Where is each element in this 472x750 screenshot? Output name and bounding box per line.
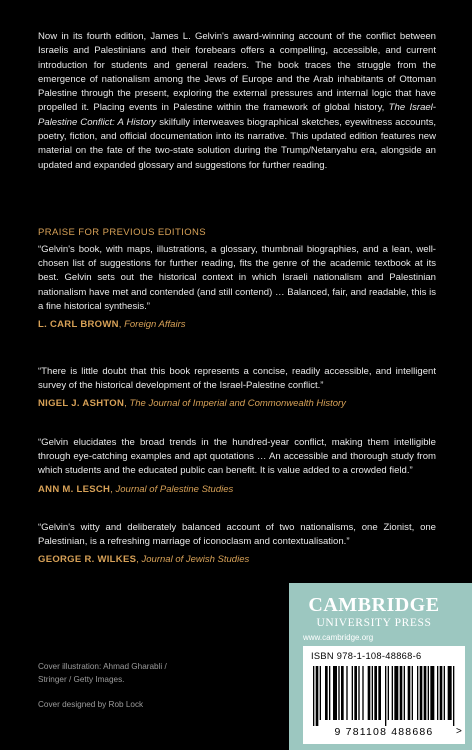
quote-attribution: NIGEL J. ASHTON, The Journal of Imperial and Commonwealth History (38, 398, 346, 410)
barcode-bar (352, 666, 353, 720)
review-source: Foreign Affairs (124, 319, 186, 331)
barcode-bar (428, 666, 429, 720)
barcode-bar (341, 666, 344, 720)
cover-designer-credit: Cover designed by Rob Lock (38, 700, 144, 709)
reviewer-name: L. CARL BROWN (38, 319, 119, 331)
review-quote (38, 436, 436, 496)
barcode-bar (392, 666, 393, 720)
barcode-bar (424, 666, 427, 720)
barcode-bars (313, 666, 457, 726)
barcode-bar (358, 666, 359, 720)
review-quote (38, 243, 436, 331)
book-description (38, 30, 436, 173)
barcode-bar (388, 666, 389, 720)
isbn-label: ISBN 978-1-108-48868-6 (311, 651, 422, 661)
barcode-bar (372, 666, 373, 720)
barcode-bar (448, 666, 452, 720)
barcode-bar (440, 666, 443, 720)
barcode-bar (354, 666, 357, 720)
quote-text: “Gelvin's book, with maps, illustrations, a glossary, thumbnail biographies, and a lean, well-chosen list of suggestions for further reading, fits the genre of the academic textbook at its best. Gelvin sets out the historical context in which Israeli nationalism and Palestinian nationalism have met and contended (and still contend) … Balanced, fair, and readable, this is a fine historical synthesis.” (38, 244, 436, 312)
barcode-bar (437, 666, 438, 720)
barcode-bar (430, 666, 434, 720)
description-text-continued: skilfully interweaves biographical sketches, eyewitness accounts, poetry, fiction, and official documentation into its narrative. This updated edition features new material on the fate of the two-state solution during the Trump/Netanyahu era, alongside an updated and expanded glossary and suggestions for further reading. (38, 116, 436, 171)
publisher-url: www.cambridge.org (303, 633, 374, 642)
barcode-bar (453, 666, 454, 726)
publisher-panel (289, 583, 472, 750)
barcode-digits: 9 781108 488686 (334, 726, 434, 738)
barcode-bar (444, 666, 445, 720)
quote-attribution: ANN M. LESCH, Journal of Palestine Studies (38, 483, 234, 495)
barcode-bar (316, 666, 319, 726)
barcode-bar (313, 666, 314, 726)
barcode-arrow: > (456, 726, 462, 737)
quote-text: “Gelvin elucidates the broad trends in the hundred-year conflict, making them intelligible through eye-catching examples and apt quotations … An accessible and thorough study from which students and the educated public can benefit. It is value added to a crowded field.” (38, 437, 436, 477)
quote-text: “Gelvin's witty and deliberately balanced account of two nationalisms, one Zionist, one Palestinian, is a refreshing marriage of iconoclasm and contextualisation.” (38, 522, 436, 548)
barcode-bar (420, 666, 423, 720)
barcode (303, 646, 465, 744)
quote-attribution: GEORGE R. WILKES, Journal of Jewish Studies (38, 554, 250, 566)
publisher-press: UNIVERSITY PRESS (316, 617, 432, 629)
credit-line: Stringer / Getty Images. (38, 674, 125, 684)
barcode-bar (368, 666, 371, 720)
barcode-bar (394, 666, 398, 720)
barcode-bar (362, 666, 363, 720)
barcode-bar (346, 666, 347, 720)
credit-line: Cover illustration: Ahmad Gharabli / (38, 662, 167, 671)
book-title: The Israel-Palestine Conflict: A History (38, 102, 436, 128)
reviewer-name: NIGEL J. ASHTON (38, 398, 125, 410)
quote-attribution: L. CARL BROWN, Foreign Affairs (38, 319, 186, 331)
publisher-name: CAMBRIDGE (308, 594, 440, 616)
barcode-bar (320, 666, 321, 720)
barcode-bar (417, 666, 418, 720)
barcode-bar (333, 666, 337, 720)
barcode-bar (338, 666, 339, 720)
barcode-bar (385, 666, 386, 726)
barcode-bar (329, 666, 330, 720)
barcode-bar (404, 666, 405, 720)
barcode-bar (374, 666, 377, 720)
praise-heading: PRAISE FOR PREVIOUS EDITIONS (38, 227, 206, 238)
barcode-bar (378, 666, 381, 720)
cover-illustration-credit (38, 661, 167, 686)
description-text: Now in its fourth edition, James L. Gelvin's award-winning account of the conflict between Israelis and Palestinians and their forebears offers a compelling, accessible, and current introduction for students and general readers. The book traces the struggle from the emergence of nationalism among the Jews of Europe and the Arab inhabitants of Ottoman Palestine through the present, exploring the external pressures and internal logic that have propelled it. Placing events in Palestine within the framework of global history, (38, 31, 436, 114)
quote-text: “There is little doubt that this book represents a concise, readily accessible, and intelligent survey of the historical development of the Israel-Palestine conflict.” (38, 366, 436, 392)
barcode-bar (412, 666, 413, 720)
reviewer-name: GEORGE R. WILKES (38, 554, 137, 566)
barcode-bar (325, 666, 328, 720)
review-source: Journal of Jewish Studies (141, 554, 250, 566)
review-source: The Journal of Imperial and Commonwealth History (129, 398, 346, 410)
review-source: Journal of Palestine Studies (115, 483, 234, 495)
reviewer-name: ANN M. LESCH (38, 483, 111, 495)
review-quote (38, 521, 436, 566)
review-quote (38, 365, 436, 410)
barcode-bar (400, 666, 403, 720)
barcode-bar (408, 666, 411, 720)
